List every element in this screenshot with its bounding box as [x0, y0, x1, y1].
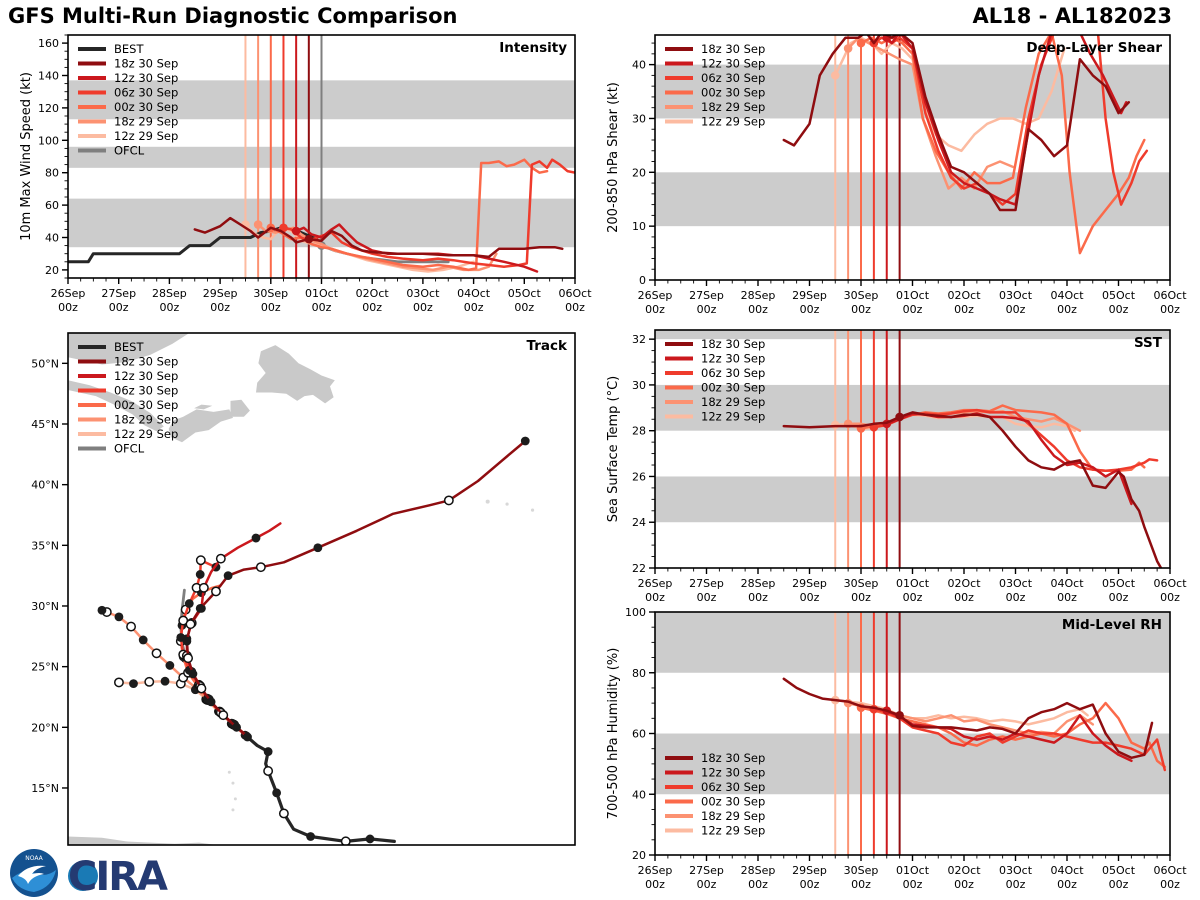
init-marker-r18z29 [844, 44, 853, 53]
legend-label-r06z30: 06z 30 Sep [114, 85, 179, 100]
x-tick-hour: 00z [159, 301, 180, 314]
panel-intensity [19, 35, 592, 314]
track-fix-filled [165, 661, 174, 670]
storm-id-title: AL18 - AL182023 [972, 4, 1172, 28]
island-speck [531, 509, 534, 512]
x-tick-date: 01Oct [304, 287, 339, 300]
x-tick-date: 05Oct [507, 287, 541, 300]
track-fix-filled [98, 606, 107, 615]
x-tick-hour: 00z [902, 878, 923, 891]
x-tick-date: 03Oct [406, 287, 440, 300]
x-tick-date: 28Sep [152, 287, 187, 300]
page-title: GFS Multi-Run Diagnostic Comparison [8, 4, 458, 28]
x-tick-hour: 00z [1005, 591, 1026, 604]
legend-label-r06z30: 06z 30 Sep [701, 366, 766, 380]
land-polygon [169, 409, 233, 442]
legend-label-ofcl: OFCL [114, 441, 145, 456]
y-axis-label: 200-850 hPa Shear (kt) [606, 82, 621, 233]
y-tick-label: 24 [632, 516, 646, 530]
init-marker-r00z30 [857, 39, 866, 48]
lat-tick-label: 45°N [31, 417, 59, 431]
y-tick-label: 10 [632, 220, 646, 234]
legend-label-r06z30: 06z 30 Sep [701, 71, 766, 85]
x-tick-date: 03Oct [998, 289, 1033, 302]
track-fix-open [212, 587, 220, 595]
track-fix-filled [161, 677, 170, 686]
x-tick-date: 27Sep [689, 864, 724, 877]
x-tick-date: 26Sep [637, 289, 673, 302]
x-tick-hour: 00z [1057, 303, 1077, 316]
x-tick-hour: 00z [851, 591, 871, 604]
x-tick-date: 02Oct [355, 287, 389, 300]
x-tick-hour: 00z [799, 878, 820, 891]
legend-label-r18z30: 18z 30 Sep [114, 354, 179, 369]
track-fix-open [219, 711, 227, 719]
x-tick-date: 30Sep [253, 287, 289, 300]
legend-label-r18z30: 18z 30 Sep [701, 751, 766, 765]
y-tick-label: 40 [632, 58, 646, 72]
lat-tick-label: 30°N [31, 599, 59, 613]
x-tick-hour: 00z [851, 878, 871, 891]
y-tick-label: 20 [632, 166, 646, 180]
y-tick-label: 20 [632, 849, 646, 862]
legend-label-r18z29: 18z 29 Sep [701, 100, 766, 114]
x-tick-hour: 00z [748, 591, 768, 604]
cira-text: CIRA [68, 854, 166, 900]
x-tick-hour: 00z [413, 301, 433, 314]
island-speck [486, 500, 490, 504]
track-fix-open [280, 809, 288, 817]
legend-label-r06z30: 06z 30 Sep [114, 383, 179, 398]
x-tick-hour: 00z [696, 591, 717, 604]
init-marker-r18z30 [895, 711, 904, 720]
legend-label-r00z30: 00z 30 Sep [701, 794, 766, 809]
y-tick-label: 80 [632, 666, 646, 680]
noaa-text: NOAA [25, 855, 43, 862]
x-tick-hour: 00z [1057, 591, 1077, 604]
track-fix-open [257, 563, 265, 571]
y-tick-label: 40 [632, 788, 646, 802]
x-tick-hour: 00z [362, 301, 383, 314]
track-fix-open [217, 554, 225, 562]
y-tick-label: 60 [45, 199, 59, 213]
track-fix-filled [272, 788, 281, 797]
panel-shear [606, 27, 1187, 316]
x-tick-hour: 00z [210, 301, 230, 314]
track-fix-filled [196, 604, 205, 613]
x-tick-date: 04Oct [1050, 289, 1084, 302]
y-tick-label: 22 [632, 562, 646, 575]
shaded-band [655, 172, 1170, 226]
x-tick-date: 03Oct [998, 577, 1033, 590]
x-tick-date: 04Oct [1050, 577, 1084, 590]
y-axis-label: 700-500 hPa Humidity (%) [606, 647, 621, 820]
track-fix-filled [252, 534, 261, 543]
y-tick-label: 140 [38, 69, 59, 83]
legend-label-r18z29: 18z 29 Sep [701, 809, 766, 823]
panel-sst [606, 330, 1187, 604]
y-tick-label: 80 [45, 166, 59, 180]
island-speck [228, 771, 231, 774]
legend-label-r12z29: 12z 29 Sep [114, 427, 179, 441]
lat-tick-label: 20°N [31, 721, 59, 735]
x-tick-hour: 00z [1160, 591, 1180, 604]
x-tick-hour: 00z [902, 591, 923, 604]
track-fix-filled [366, 835, 375, 844]
x-tick-hour: 00z [748, 303, 768, 316]
track-fix-filled [196, 570, 205, 579]
track-fix-open [127, 622, 135, 630]
legend-label-r12z29: 12z 29 Sep [114, 129, 179, 143]
legend-label-r18z30: 18z 30 Sep [701, 337, 766, 351]
track-fix-open [115, 678, 123, 686]
legend-label-r18z29: 18z 29 Sep [114, 412, 179, 427]
y-axis-label: Sea Surface Temp (°C) [606, 375, 621, 523]
init-marker-r12z30 [292, 227, 301, 236]
legend-label-best: BEST [114, 42, 144, 56]
x-tick-date: 01Oct [895, 577, 930, 590]
y-tick-label: 100 [38, 134, 59, 148]
y-tick-label: 40 [45, 231, 59, 245]
lat-tick-label: 40°N [31, 478, 59, 492]
island-speck [231, 808, 234, 811]
x-tick-hour: 00z [954, 303, 974, 316]
x-tick-hour: 00z [799, 591, 820, 604]
y-tick-label: 30 [632, 112, 646, 126]
land-polygon [194, 405, 212, 410]
track-fix-open [145, 678, 153, 686]
y-tick-label: 20 [45, 263, 59, 277]
panel-title: Deep-Layer Shear [1026, 40, 1162, 56]
track-fix-filled [306, 832, 315, 841]
x-tick-hour: 00z [1057, 878, 1077, 891]
track-fix-open [152, 649, 160, 657]
x-tick-hour: 00z [58, 301, 78, 314]
legend-label-best: BEST [114, 340, 144, 354]
legend-label-r06z30: 06z 30 Sep [701, 780, 766, 794]
track-fix-filled [129, 679, 138, 688]
legend-label-r12z29: 12z 29 Sep [701, 823, 766, 838]
legend-label-r12z29: 12z 29 Sep [701, 114, 766, 129]
track-fix-open [197, 556, 205, 564]
y-tick-label: 26 [632, 470, 646, 484]
x-tick-date: 05Oct [1101, 289, 1136, 302]
legend-label-r12z30: 12z 30 Sep [114, 369, 179, 383]
island-speck [234, 797, 237, 800]
x-tick-hour: 00z [311, 301, 332, 314]
track-r12z29 [119, 681, 245, 735]
track-fix-filled [139, 636, 148, 645]
track-fix-filled [264, 747, 273, 756]
legend-label-r12z30: 12z 30 Sep [114, 71, 179, 85]
panel-title: Intensity [499, 40, 567, 56]
legend-label-r18z30: 18z 30 Sep [114, 56, 179, 71]
lat-tick-label: 50°N [31, 357, 59, 371]
x-tick-date: 27Sep [689, 289, 724, 302]
panel-title: Track [526, 338, 567, 354]
x-tick-hour: 00z [748, 878, 768, 891]
x-tick-date: 26Sep [637, 577, 673, 590]
x-tick-hour: 00z [514, 301, 535, 314]
x-tick-date: 28Sep [740, 864, 776, 877]
lat-tick-label: 25°N [31, 660, 59, 674]
legend-label-r00z30: 00z 30 Sep [114, 100, 179, 114]
x-tick-hour: 00z [565, 301, 585, 314]
y-tick-label: 100 [625, 606, 646, 619]
x-tick-hour: 00z [954, 591, 974, 604]
track-r18z30 [187, 441, 525, 738]
x-tick-date: 29Sep [792, 577, 827, 590]
track-fix-filled [185, 599, 194, 608]
logo-strip [6, 846, 306, 900]
legend-label-r18z30: 18z 30 Sep [701, 42, 766, 56]
track-fix-filled [189, 670, 198, 679]
init-marker-r18z30 [305, 235, 314, 244]
y-tick-label: 0 [639, 274, 646, 287]
x-tick-hour: 00z [696, 303, 717, 316]
x-tick-date: 06Oct [558, 287, 592, 300]
legend-label-r00z30: 00z 30 Sep [701, 380, 766, 395]
track-fix-filled [521, 437, 530, 446]
track-fix-filled [182, 637, 191, 646]
init-marker-r18z29 [254, 220, 263, 229]
x-tick-hour: 00z [1108, 878, 1129, 891]
panel-title: Mid-Level RH [1061, 617, 1162, 633]
x-tick-hour: 00z [645, 591, 665, 604]
x-tick-date: 06Oct [1153, 289, 1187, 302]
x-tick-date: 29Sep [792, 289, 827, 302]
x-tick-date: 30Sep [843, 289, 879, 302]
x-tick-hour: 00z [954, 878, 974, 891]
legend-label-r12z30: 12z 30 Sep [701, 351, 766, 366]
legend-label-r18z29: 18z 29 Sep [701, 395, 766, 409]
x-tick-date: 05Oct [1101, 864, 1136, 877]
panel-rh [606, 606, 1187, 891]
track-fix-filled [115, 613, 124, 622]
x-tick-date: 27Sep [689, 577, 724, 590]
land-polygon [68, 837, 217, 846]
island-speck [505, 502, 508, 505]
x-tick-hour: 00z [1160, 878, 1180, 891]
footer-logos [6, 846, 306, 900]
x-tick-date: 28Sep [740, 577, 776, 590]
x-tick-date: 30Sep [843, 864, 879, 877]
y-tick-label: 30 [632, 378, 646, 392]
x-tick-date: 26Sep [50, 287, 86, 300]
x-tick-date: 30Sep [843, 577, 879, 590]
x-tick-date: 03Oct [998, 864, 1033, 877]
x-tick-date: 02Oct [947, 864, 981, 877]
track-fix-open [200, 584, 208, 592]
y-axis-label: 10m Max Wind Speed (kt) [19, 72, 34, 241]
x-tick-hour: 00z [260, 301, 281, 314]
init-marker-r18z30 [895, 413, 904, 422]
x-tick-hour: 00z [1005, 303, 1026, 316]
track-fix-filled [232, 723, 241, 732]
land-polygon [231, 400, 250, 417]
lat-tick-label: 35°N [31, 539, 59, 553]
island-speck [231, 782, 234, 785]
track-fix-filled [243, 733, 252, 742]
x-tick-date: 26Sep [637, 864, 673, 877]
legend-label-r00z30: 00z 30 Sep [701, 85, 766, 100]
land-polygon [256, 345, 335, 403]
y-tick-label: 32 [632, 333, 646, 347]
x-tick-hour: 00z [463, 301, 484, 314]
x-tick-date: 06Oct [1153, 577, 1187, 590]
x-tick-hour: 00z [645, 303, 665, 316]
panel-title: SST [1133, 335, 1162, 351]
x-tick-date: 02Oct [947, 289, 981, 302]
legend-label-r18z29: 18z 29 Sep [114, 114, 179, 129]
y-tick-label: 120 [38, 101, 59, 115]
x-tick-date: 27Sep [101, 287, 137, 300]
x-tick-hour: 00z [1005, 878, 1026, 891]
track-fix-open [186, 620, 194, 628]
x-tick-date: 29Sep [792, 864, 827, 877]
x-tick-hour: 00z [799, 303, 820, 316]
x-tick-hour: 00z [902, 303, 923, 316]
x-tick-hour: 00z [1108, 303, 1129, 316]
y-tick-label: 28 [632, 424, 646, 438]
x-tick-hour: 00z [108, 301, 129, 314]
x-tick-hour: 00z [1108, 591, 1129, 604]
x-tick-date: 02Oct [947, 577, 981, 590]
track-fix-open [264, 767, 272, 775]
track-fix-filled [224, 571, 233, 580]
track-fix-open [445, 496, 453, 504]
x-tick-date: 01Oct [895, 864, 930, 877]
track-fix-open [197, 684, 205, 692]
panel-track [31, 333, 575, 846]
legend-label-ofcl: OFCL [114, 143, 145, 158]
x-tick-hour: 00z [1160, 303, 1180, 316]
track-fix-filled [313, 543, 322, 552]
x-tick-date: 29Sep [202, 287, 238, 300]
legend-label-r00z30: 00z 30 Sep [114, 398, 179, 412]
legend-label-r12z30: 12z 30 Sep [701, 765, 766, 780]
x-tick-date: 04Oct [1050, 864, 1084, 877]
x-tick-hour: 00z [851, 303, 871, 316]
x-tick-hour: 00z [645, 878, 665, 891]
lat-tick-label: 15°N [31, 781, 59, 795]
legend-label-r12z30: 12z 30 Sep [701, 56, 766, 71]
y-tick-label: 160 [38, 37, 59, 51]
noaa-logo [10, 849, 58, 897]
legend-label-r12z29: 12z 29 Sep [701, 409, 766, 424]
y-tick-label: 60 [632, 727, 646, 741]
x-tick-date: 04Oct [457, 287, 491, 300]
cira-logo [68, 854, 168, 900]
init-marker-r12z29 [831, 71, 840, 80]
x-tick-hour: 00z [696, 878, 717, 891]
track-fix-open [184, 654, 192, 662]
track-fix-filled [207, 697, 216, 706]
x-tick-date: 06Oct [1153, 864, 1187, 877]
x-tick-date: 05Oct [1101, 577, 1136, 590]
x-tick-date: 01Oct [895, 289, 930, 302]
x-tick-date: 28Sep [740, 289, 776, 302]
